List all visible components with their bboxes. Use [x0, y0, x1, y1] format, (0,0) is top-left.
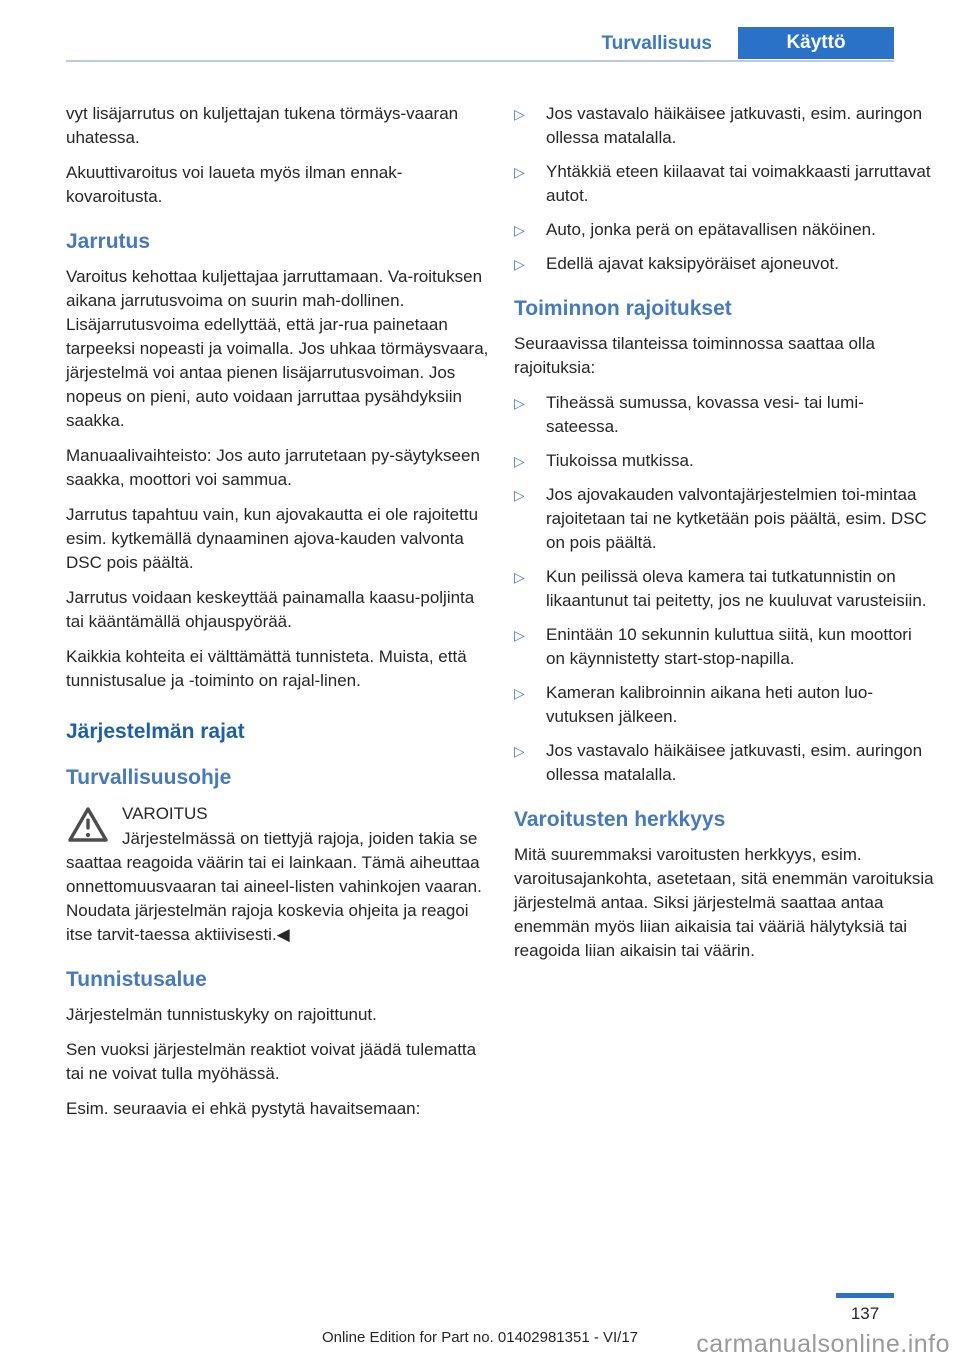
list-item-text: Tiukoissa mutkissa.	[546, 451, 694, 470]
paragraph: Järjestelmän tunnistuskyky on rajoittunut.	[66, 1005, 377, 1024]
paragraph: Akuuttivaroitus voi laueta myös ilman ennak-kovaroitusta.	[66, 163, 403, 206]
paragraph: Varoitus kehottaa kuljettajaa jarruttamaan. Va-roituksen aikana jarrutusvoima on suurin mah-dollinen. Lisäjarrutusvoima edellyttää, että jar-rua painetaan tarpeeksi nopeasti ja voimalla. Jos uhkaa törmäysvaara, järjestelmä voi antaa pienen lisäjarrutusvoiman. Jos nopeus on pieni, auto voidaan jarruttaa pysähdyksiin saakka.	[66, 267, 489, 430]
list-item	[514, 739, 934, 787]
list-item	[514, 218, 934, 242]
list-item	[514, 681, 934, 729]
list-item-text: Edellä ajavat kaksipyöräiset ajoneuvot.	[546, 254, 839, 273]
bullet-triangle-icon: ▷	[514, 627, 525, 643]
bullet-triangle-icon: ▷	[514, 685, 525, 701]
list-item	[514, 623, 934, 671]
list-item	[514, 160, 934, 208]
list-item-text: Kun peilissä oleva kamera tai tutkatunnistin on likaantunut tai peitetty, jos ne kuuluvat varusteisiin.	[546, 567, 927, 610]
warning-text: Järjestelmässä on tiettyjä rajoja, joiden takia se saattaa reagoida väärin tai ei lainkaan. Tämä aiheuttaa onnettomuusvaaran tai aineel-listen vahinkojen vaaran. Noudata järjestelmän rajoja koskevia ohjeita ja reagoi itse tarvit-taessa aktiivisesti.◀	[66, 829, 482, 944]
watermark: carmanualsonline.info	[696, 1330, 950, 1358]
bullet-triangle-icon: ▷	[514, 453, 525, 469]
bullet-triangle-icon: ▷	[514, 569, 525, 585]
warning-label: VAROITUS	[122, 804, 208, 823]
bullet-triangle-icon: ▷	[514, 106, 525, 122]
list-item	[514, 565, 934, 613]
list-item	[514, 252, 934, 276]
bullet-triangle-icon: ▷	[514, 164, 525, 180]
bullet-triangle-icon: ▷	[514, 487, 525, 503]
list-item-text: Enintään 10 sekunnin kuluttua siitä, kun moottori on käynnistetty start-stop-napilla.	[546, 625, 912, 668]
list-item-text: Jos ajovakauden valvontajärjestelmien toi-mintaa rajoitetaan tai ne kytketään pois päältä, esim. DSC on pois päältä.	[546, 485, 927, 552]
section-heading-varoitusten-herkkyys: Varoitusten herkkyys	[514, 808, 726, 831]
list-item-text: Auto, jonka perä on epätavallisen näköinen.	[546, 220, 876, 239]
paragraph: Sen vuoksi järjestelmän reaktiot voivat jäädä tulematta tai ne voivat tulla myöhässä.	[66, 1040, 477, 1083]
header-section-label: Turvallisuus	[601, 33, 712, 54]
list-item-text: Jos vastavalo häikäisee jatkuvasti, esim. auringon ollessa matalalla.	[546, 741, 923, 784]
paragraph: Kaikkia kohteita ei välttämättä tunnisteta. Muista, että tunnistusalue ja -toiminto on rajal-linen.	[66, 647, 467, 690]
list-item-text: Jos vastavalo häikäisee jatkuvasti, esim. auringon ollessa matalalla.	[546, 104, 923, 147]
paragraph: vyt lisäjarrutus on kuljettajan tukena törmäys-vaaran uhatessa.	[66, 104, 459, 147]
section-heading-jarjestelman-rajat: Järjestelmän rajat	[66, 720, 245, 743]
page-number: 137	[850, 1304, 880, 1323]
list-item-text: Kameran kalibroinnin aikana heti auton luo-vutuksen jälkeen.	[546, 683, 873, 726]
section-heading-toiminnon-rajoitukset: Toiminnon rajoitukset	[514, 297, 732, 320]
paragraph: Seuraavissa tilanteissa toiminnossa saattaa olla rajoituksia:	[514, 334, 875, 377]
bullet-triangle-icon: ▷	[514, 743, 525, 759]
paragraph: Jarrutus tapahtuu vain, kun ajovakautta ei ole rajoitettu esim. kytkemällä dynaaminen ajova-kauden valvonta DSC pois päältä.	[66, 505, 479, 572]
subsection-heading-turvallisuusohje: Turvallisuusohje	[66, 766, 232, 789]
subsection-heading-tunnistusalue: Tunnistusalue	[66, 968, 207, 991]
safety-warning-block	[66, 801, 490, 947]
bullet-triangle-icon: ▷	[514, 222, 525, 238]
page-number-rule	[836, 1293, 894, 1298]
warning-triangle-icon	[66, 805, 110, 845]
chapter-tab: Käyttö	[738, 27, 894, 59]
list-item	[514, 449, 934, 473]
section-heading-jarrutus: Jarrutus	[66, 230, 151, 253]
list-item	[514, 391, 934, 439]
paragraph: Manuaalivaihteisto: Jos auto jarrutetaan py-säytykseen saakka, moottori voi sammua.	[66, 446, 480, 489]
right-column	[514, 102, 934, 974]
list-item-text: Yhtäkkiä eteen kiilaavat tai voimakkaasti jarruttavat autot.	[546, 162, 931, 205]
left-column	[66, 102, 490, 1132]
page-number-block	[836, 1293, 894, 1324]
header-divider	[66, 60, 894, 62]
bullet-triangle-icon: ▷	[514, 256, 525, 272]
paragraph: Mitä suuremmaksi varoitusten herkkyys, esim. varoitusajankohta, asetetaan, sitä enemmän varoituksia järjestelmä antaa. Siksi järjestelmä saattaa antaa enemmän myös liian aikaisia tai vääriä hälytyksiä tai reagoida liian aikaisin tai väärin.	[514, 845, 934, 960]
edition-note: Online Edition for Part no. 01402981351 - VI/17	[321, 1329, 639, 1346]
bullet-triangle-icon: ▷	[514, 395, 525, 411]
paragraph: Jarrutus voidaan keskeyttää painamalla kaasu-poljinta tai kääntämällä ohjauspyörää.	[66, 588, 475, 631]
list-item	[514, 483, 934, 555]
paragraph: Esim. seuraavia ei ehkä pystytä havaitsemaan:	[66, 1099, 421, 1118]
list-item-text: Tiheässä sumussa, kovassa vesi- tai lumi-sateessa.	[546, 393, 864, 436]
list-item	[514, 102, 934, 150]
